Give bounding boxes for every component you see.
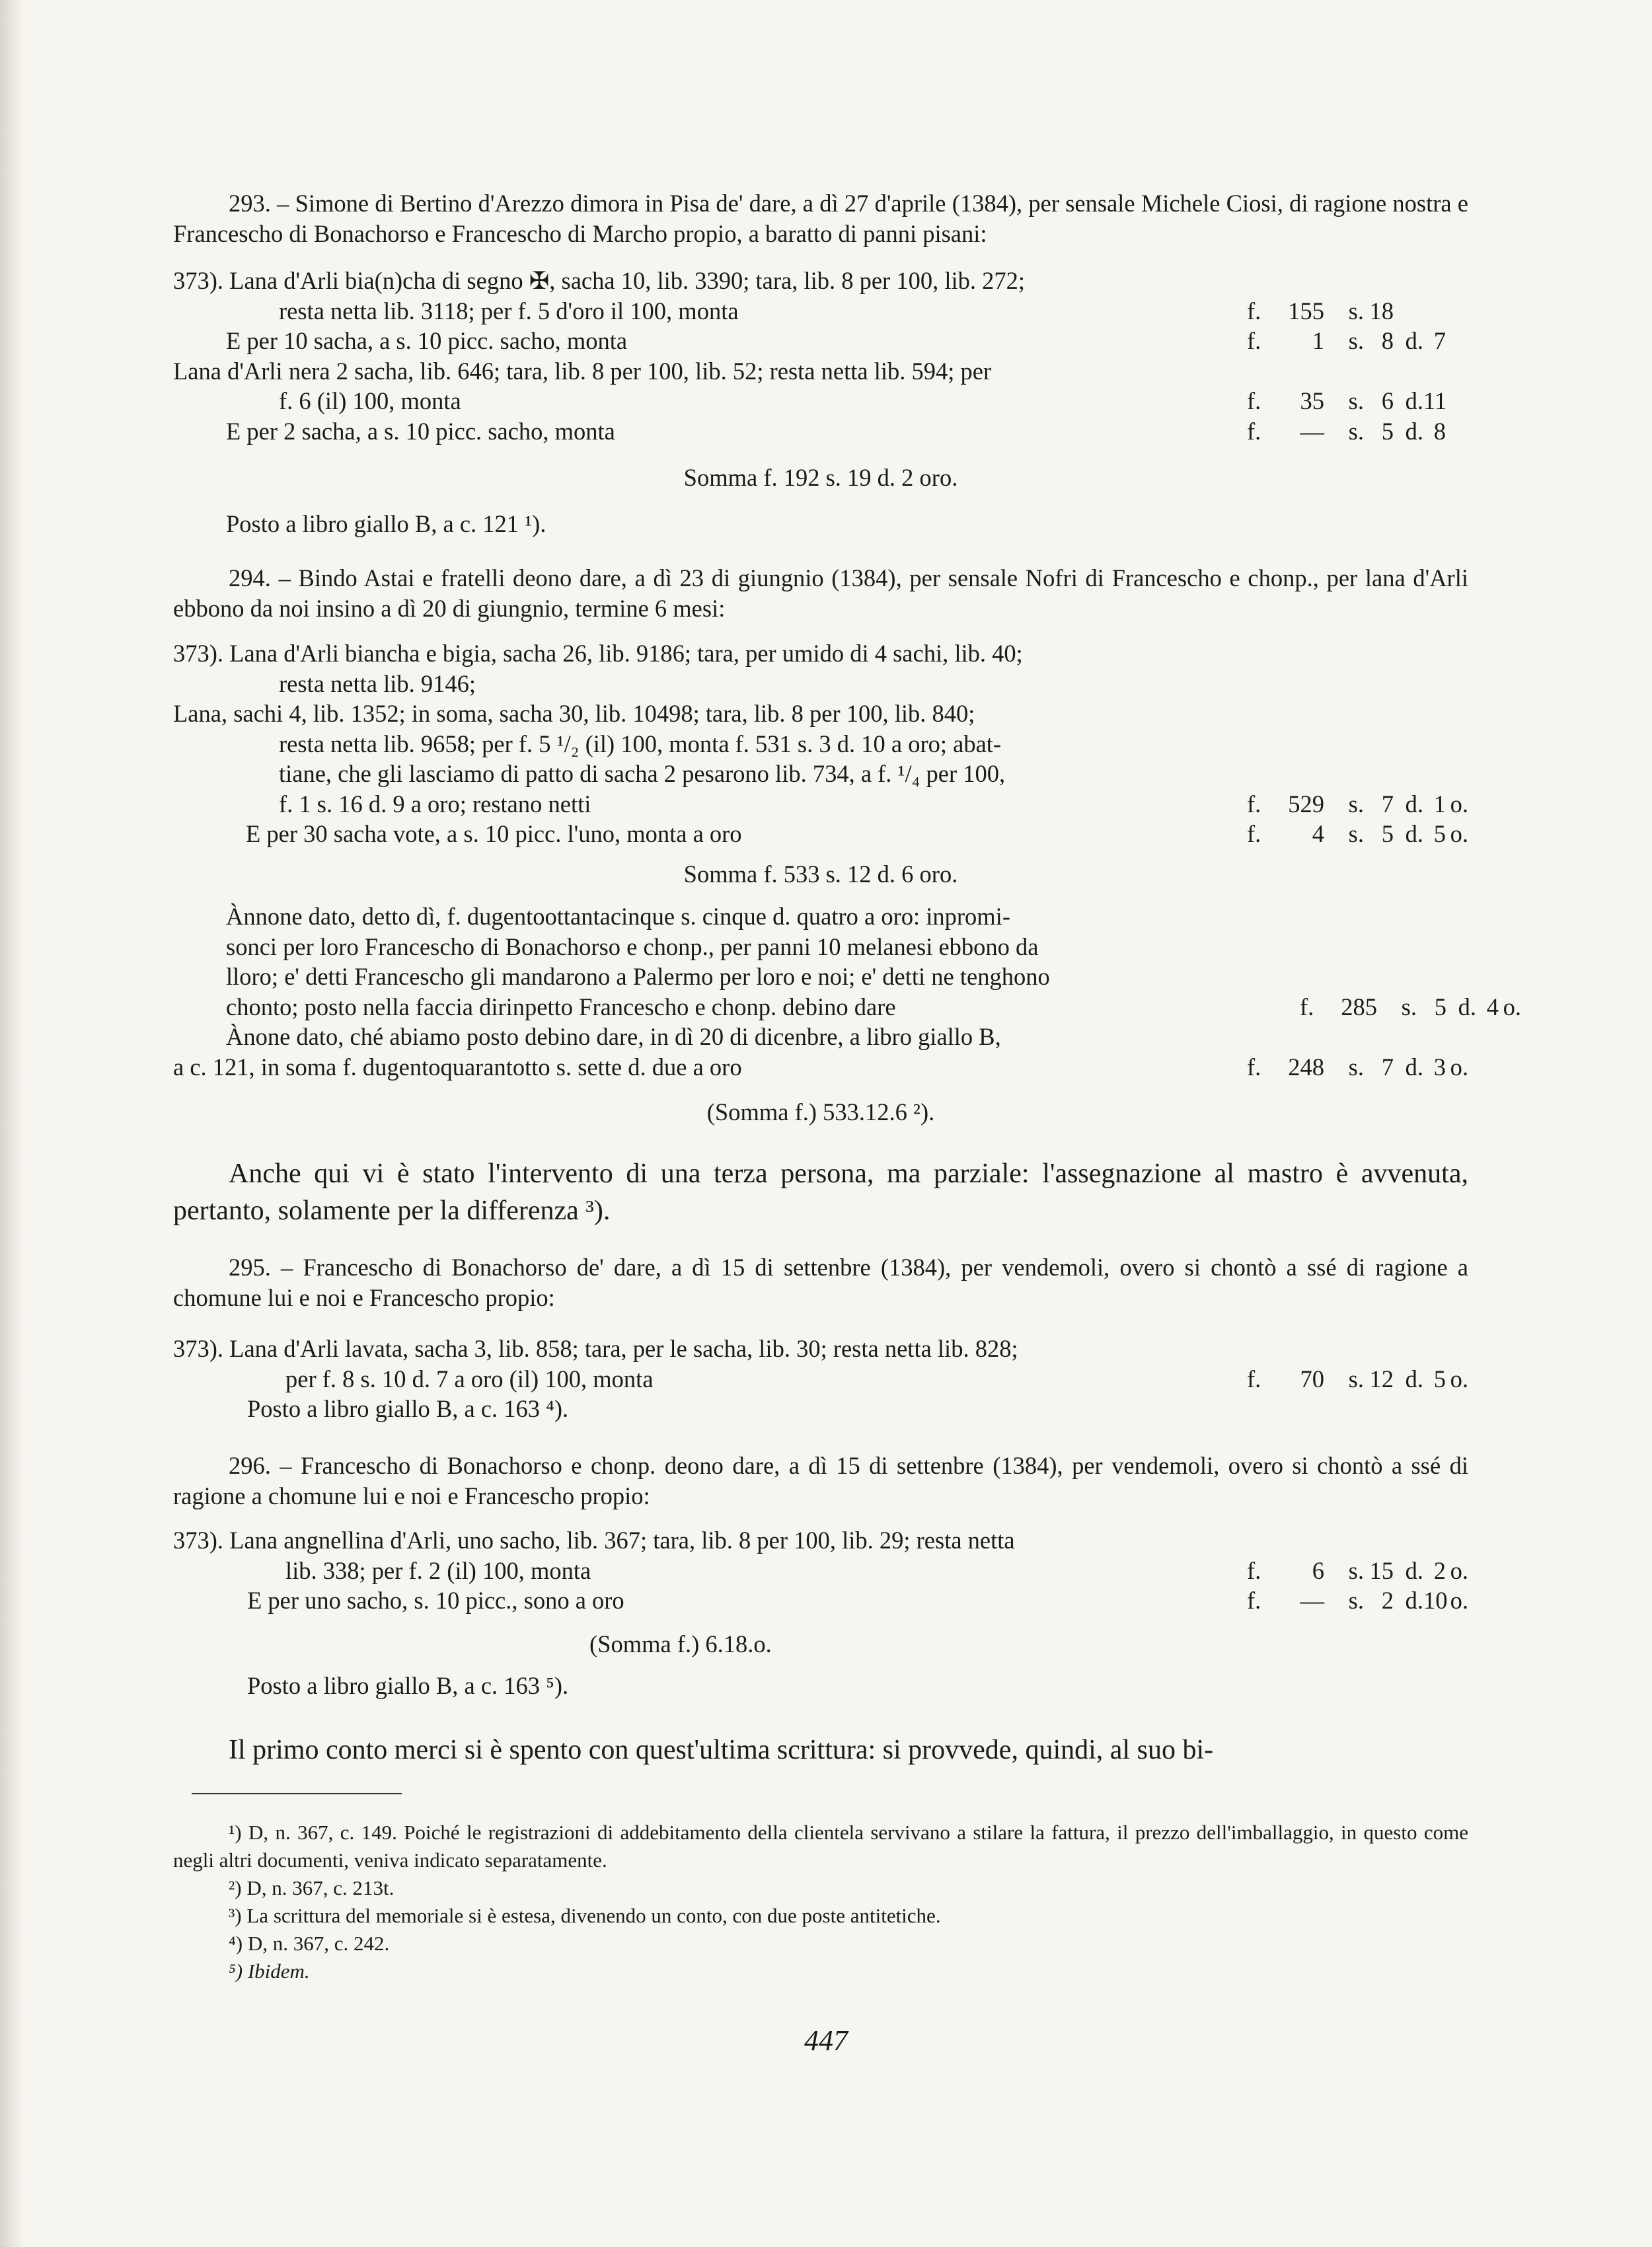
amount: f. 1 s. 8 d. 7	[1247, 327, 1446, 354]
page-gutter-shadow	[0, 0, 24, 2247]
entry-295	[173, 1252, 1468, 1313]
footnote-2: ²) D, n. 367, c. 213t.	[229, 1876, 394, 1899]
footnote-5: ⁵) Ibidem.	[229, 1960, 310, 1983]
entry-total: (Somma f.) 533.12.6 ²).	[706, 1098, 935, 1125]
entry-line: 373). Lana d'Arli bia(n)cha di segno ✠, sacha 10, lib. 3390; tara, lib. 8 per 100, lib. 272;	[173, 267, 1026, 294]
entry-293	[173, 188, 1468, 248]
entry-line: Lana d'Arli nera 2 sacha, lib. 646; tara, lib. 8 per 100, lib. 52; resta netta lib. 594; per	[173, 357, 992, 385]
entry-total: Somma f. 533 s. 12 d. 6 oro.	[683, 860, 958, 888]
body-paragraph: Il primo conto merci si è spento con quest'ultima scrittura: si provvede, quindi, al suo bi-	[229, 1735, 1214, 1765]
entry-intro: 294. – Bindo Astai e fratelli deono dare, a dì 23 di giungnio (1384), per sensale Nofri di Francescho e chonp., per lana d'Arli ebbono da noi insino a dì 20 di giungnio, termine 6 mesi:	[173, 564, 1468, 622]
entry-line: a c. 121, in soma f. dugentoquarantotto s. sette d. due a oro f. 248 s. 7 d. 3 o.	[173, 1052, 1468, 1083]
entry-intro: 295. – Francescho di Bonachorso de' dare, a dì 15 di settenbre (1384), per vendemoli, overo si chontò a ssé di ragione a chomune lui e noi e Francescho propio:	[173, 1254, 1468, 1311]
entry-line: Ànone dato, ché abiamo posto debino dare, in dì 20 di dicenbre, a libro giallo B,	[226, 1023, 1001, 1050]
amount: f. 529 s. 7 d. 1 o.	[1247, 790, 1468, 818]
entry-293-items	[173, 266, 1468, 446]
entry-line: chonto; posto nella faccia dirinpetto Francescho e chonp. debino dare f. 285 s. 5 d. 4 o.	[226, 992, 1521, 1022]
body-paragraph: Anche qui vi è stato l'intervento di una terza persona, ma parziale: l'assegnazione al mastro è avvenuta, pertanto, solamente per la differenza ³).	[173, 1159, 1468, 1226]
ledger-reference: Posto a libro giallo B, a c. 163 ⁵).	[247, 1672, 569, 1699]
amount: f. 35 s. 6 d. 11	[1247, 387, 1447, 414]
entry-294	[173, 563, 1468, 623]
entry-line: E per 2 sacha, a s. 10 picc. sacho, monta f. — s. 5 d. 8	[173, 416, 1468, 447]
entry-line: 373). Lana d'Arli biancha e bigia, sacha 26, lib. 9186; tara, per umido di 4 sachi, lib. 40;	[173, 640, 1023, 667]
entry-294-items	[173, 638, 1468, 849]
entry-line: resta netta lib. 9658; per f. 5 ¹/₂ (il) 100, monta f. 531 s. 3 d. 10 a oro; abat-	[279, 730, 1002, 757]
entry-line: per f. 8 s. 10 d. 7 a oro (il) 100, monta f. 70 s. 12 d. 5 o.	[173, 1364, 1468, 1394]
page-number: 447	[804, 2024, 848, 2057]
amount: f. — s. 2 d. 10 o.	[1247, 1587, 1468, 1614]
entry-line: E per 30 sacha vote, a s. 10 picc. l'uno, monta a oro f. 4 s. 5 d. 5 o.	[173, 819, 1468, 849]
amount: f. — s. 5 d. 8	[1247, 417, 1446, 445]
entry-line: f. 6 (il) 100, monta f. 35 s. 6 d. 11	[173, 386, 1468, 416]
entry-line: f. 1 s. 16 d. 9 a oro; restano netti f. 529 s. 7 d. 1 o.	[173, 789, 1468, 819]
footnote-rule	[192, 1793, 402, 1794]
entry-294-payments	[173, 901, 1521, 1052]
footnote-4: ⁴) D, n. 367, c. 242.	[229, 1932, 390, 1955]
entry-296-items	[173, 1525, 1468, 1616]
amount: f. 285 s. 5 d. 4 o.	[1300, 993, 1521, 1020]
entry-line: Lana, sachi 4, lib. 1352; in soma, sacha 30, lib. 10498; tara, lib. 8 per 100, lib. 840;	[173, 700, 975, 727]
amount: f. 248 s. 7 d. 3 o.	[1247, 1053, 1468, 1081]
entry-line: sonci per loro Francescho di Bonachorso e chonp., per panni 10 melanesi ebbono da	[226, 933, 1039, 960]
footnote-3: ³) La scrittura del memoriale si è estesa, divenendo un conto, con due poste antitetiche.	[229, 1904, 941, 1927]
entry-line: 373). Lana d'Arli lavata, sacha 3, lib. 858; tara, per le sacha, lib. 30; resta netta lib. 828;	[173, 1335, 1018, 1362]
entry-line: tiane, che gli lasciamo di patto di sacha 2 pesarono lib. 734, a f. ¹/₄ per 100,	[279, 760, 1006, 787]
entry-total: Somma f. 192 s. 19 d. 2 oro.	[683, 464, 958, 491]
entry-line: E per 10 sacha, a s. 10 picc. sacho, monta f. 1 s. 8 d. 7	[173, 326, 1468, 356]
entry-line: lloro; e' detti Francescho gli mandarono a Palermo per loro e noi; e' detti ne tenghono	[226, 963, 1050, 990]
amount: f. 70 s. 12 d. 5 o.	[1247, 1365, 1468, 1392]
entry-line: E per uno sacho, s. 10 picc., sono a oro f. — s. 2 d. 10 o.	[173, 1585, 1468, 1616]
entry-295-items	[173, 1334, 1468, 1424]
entry-line: resta netta lib. 3118; per f. 5 d'oro il 100, monta f. 155 s. 18	[173, 296, 1468, 326]
amount: f. 6 s. 15 d. 2 o.	[1247, 1556, 1468, 1584]
ledger-reference: Posto a libro giallo B, a c. 163 ⁴).	[247, 1395, 569, 1422]
entry-296	[173, 1451, 1468, 1511]
footnotes	[173, 1819, 1468, 1985]
entry-line: Ànnone dato, detto dì, f. dugentoottantacinque s. cinque d. quatro a oro: inpromi-	[226, 903, 1010, 930]
entry-line: lib. 338; per f. 2 (il) 100, monta f. 6 s. 15 d. 2 o.	[173, 1556, 1468, 1586]
entry-294-payments-end	[173, 1052, 1468, 1083]
amount: f. 155 s. 18	[1247, 297, 1394, 324]
ledger-reference: Posto a libro giallo B, a c. 121 ¹).	[226, 510, 546, 537]
entry-line: 373). Lana angnellina d'Arli, uno sacho, lib. 367; tara, lib. 8 per 100, lib. 29; resta netta	[173, 1527, 1015, 1554]
entry-intro: 293. – Simone di Bertino d'Arezzo dimora in Pisa de' dare, a dì 27 d'aprile (1384), per sensale Michele Ciosi, di ragione nostra e Franceschо di Bonachorso e Francescho di Marcho propio, a baratto di panni pisani:	[173, 190, 1468, 247]
amount: f. 4 s. 5 d. 5 o.	[1247, 820, 1468, 847]
footnote-1: ¹) D, n. 367, c. 149. Poiché le registrazioni di addebitamento della clientela servivano a stilare la fattura, il prezzo dell'imballaggio, in questo come negli altri documenti, veniva indicato separatamente.	[173, 1821, 1468, 1872]
entry-total: (Somma f.) 6.18.o.	[589, 1630, 772, 1657]
entry-intro: 296. – Francescho di Bonachorso e chonp. deono dare, a dì 15 di settenbre (1384), per vendemoli, overo si chontò a ssé di ragione a chomune lui e noi e Francescho propio:	[173, 1452, 1468, 1509]
entry-line: resta netta lib. 9146;	[279, 669, 476, 697]
